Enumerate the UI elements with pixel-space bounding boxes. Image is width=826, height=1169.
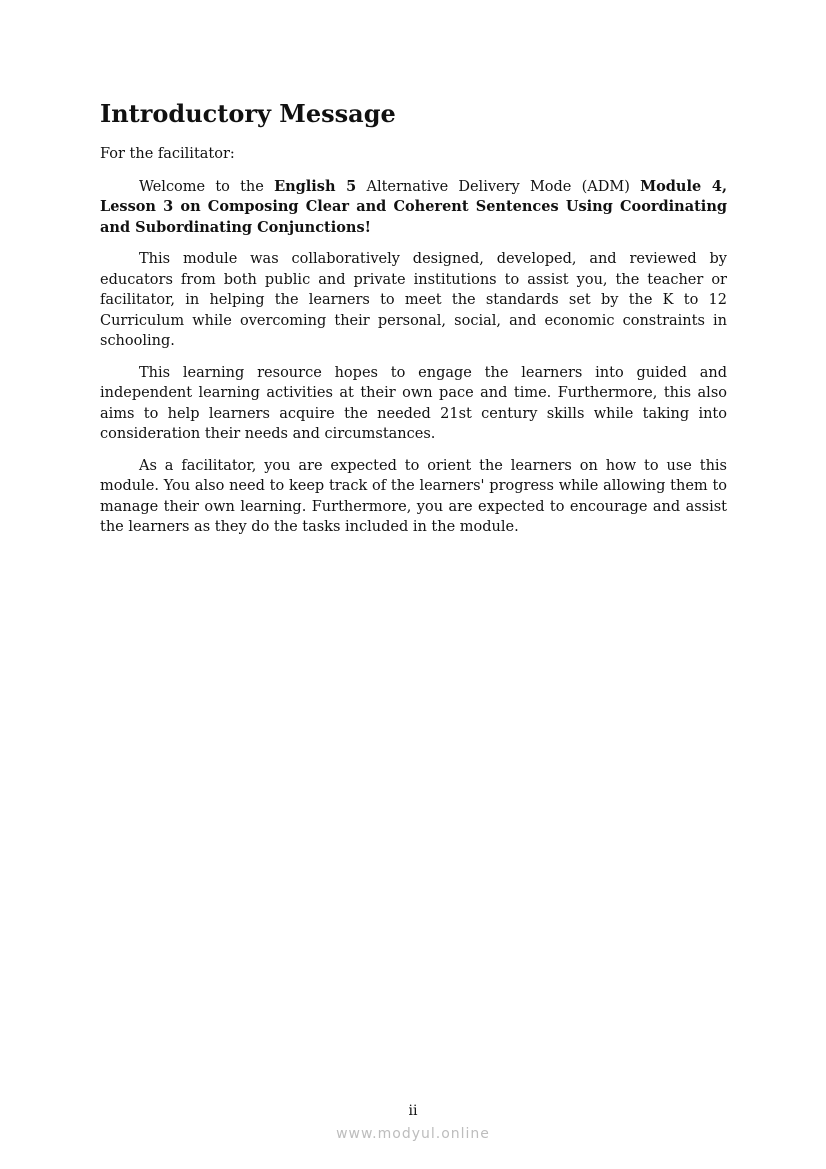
page-content <box>100 98 727 549</box>
salutation: For the facilitator: <box>100 146 235 162</box>
module-lesson-title: Module 4, Lesson 3 on Composing Clear and Coherent Sentences Using Coordinating and Subordinating Conjunctions! <box>100 177 727 236</box>
paragraph-facilitator-role: As a facilitator, you are expected to orient the learners on how to use this module. You also need to keep track of the learners' progress while allowing them to manage their own learning. Furthermore, you are expected to encourage and assist the learners as they do the tasks included in the module. <box>100 457 727 535</box>
page-title: Introductory Message <box>100 99 396 128</box>
paragraph-module-design: This module was collaboratively designed, developed, and reviewed by educators from both public and private institutions to assist you, the teacher or facilitator, in helping the learners to meet the standards set by the K to 12 Curriculum while overcoming their personal, social, and economic constraints in schooling. <box>100 251 727 349</box>
paragraph-learning-resource: This learning resource hopes to engage the learners into guided and independent learning activities at their own pace and time. Furthermore, this also aims to help learners acquire the needed 21st century skills while taking into consideration their needs and circumstances. <box>100 364 727 442</box>
welcome-text-2: Alternative Delivery Mode (ADM) <box>356 178 641 195</box>
subject-name: English 5 <box>274 177 357 195</box>
paragraph-welcome <box>100 177 727 239</box>
watermark: www.modyul.online <box>336 1126 490 1142</box>
welcome-text-1: Welcome to the <box>139 178 275 195</box>
page-number: ii <box>408 1103 418 1119</box>
